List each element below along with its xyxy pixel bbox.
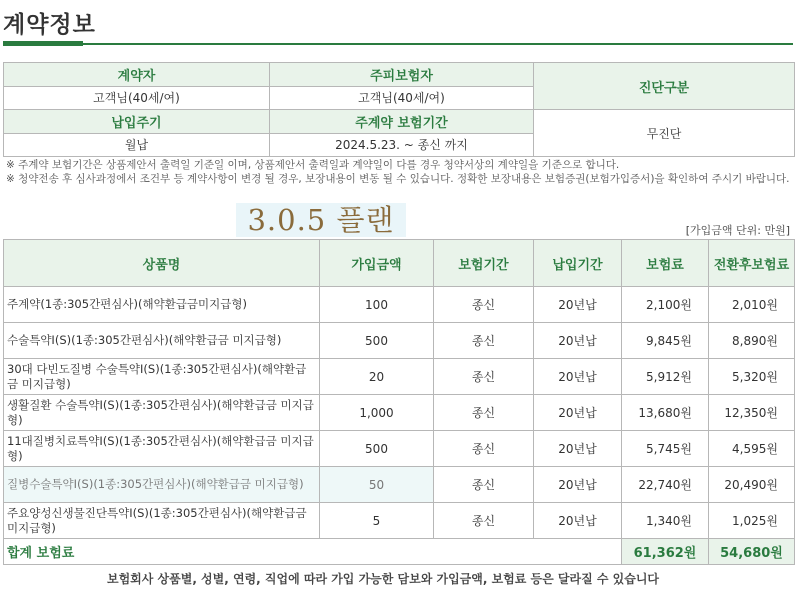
table-row bbox=[4, 359, 795, 395]
product-name: 수술특약Ⅰ(S)(1종:305간편심사)(해약환급금 미지급형) bbox=[4, 323, 320, 359]
table-row bbox=[4, 431, 795, 467]
product-pay-period: 20년납 bbox=[534, 359, 622, 395]
product-amount: 500 bbox=[320, 323, 434, 359]
table-row bbox=[4, 395, 795, 431]
total-row bbox=[4, 539, 795, 565]
product-pay-period: 20년납 bbox=[534, 395, 622, 431]
total-converted-premium: 54,680원 bbox=[709, 539, 795, 565]
product-pay-period: 20년납 bbox=[534, 431, 622, 467]
product-premium: 5,912원 bbox=[622, 359, 709, 395]
product-table bbox=[3, 239, 795, 565]
note-item: ※ 청약전송 후 심사과정에서 조건부 등 계약사항이 변경 될 경우, 보장내용이 변동 될 수 있습니다. 정확한 보장내용은 보험증권(보험가입증서)을 확인하여 주시기 바랍니다. bbox=[6, 173, 790, 185]
product-period: 종신 bbox=[434, 467, 534, 503]
table-row bbox=[4, 503, 795, 539]
page-title: 계약정보 bbox=[3, 12, 96, 38]
plan-label: 3.0.5 플랜 bbox=[236, 203, 406, 237]
product-name: 11대질병치료특약Ⅰ(S)(1종:305간편심사)(해약환급금 미지급형) bbox=[4, 431, 320, 467]
table-row bbox=[4, 467, 795, 503]
diagnosis-label: 진단구분 bbox=[534, 63, 795, 110]
total-label: 합계 보험료 bbox=[4, 539, 622, 565]
product-period: 종신 bbox=[434, 431, 534, 467]
disclaimer: 보험회사 상품별, 성별, 연령, 직업에 따라 가입 가능한 담보와 가입금액, 보험료 등은 달라질 수 있습니다 bbox=[107, 572, 659, 586]
insured-label: 주피보험자 bbox=[270, 63, 534, 87]
table-header-row bbox=[4, 240, 795, 287]
product-amount: 1,000 bbox=[320, 395, 434, 431]
product-name: 질병수술특약Ⅰ(S)(1종:305간편심사)(해약환급금 미지급형) bbox=[4, 467, 320, 503]
product-period: 종신 bbox=[434, 323, 534, 359]
product-amount: 100 bbox=[320, 287, 434, 323]
product-period: 종신 bbox=[434, 503, 534, 539]
product-premium: 9,845원 bbox=[622, 323, 709, 359]
diagnosis-value: 무진단 bbox=[534, 110, 795, 157]
header-product-name: 상품명 bbox=[4, 240, 320, 287]
product-converted: 12,350원 bbox=[709, 395, 795, 431]
product-pay-period: 20년납 bbox=[534, 467, 622, 503]
header-converted-premium: 전환후보험료 bbox=[709, 240, 795, 287]
title-divider-accent bbox=[3, 41, 83, 46]
product-period: 종신 bbox=[434, 287, 534, 323]
product-pay-period: 20년납 bbox=[534, 503, 622, 539]
table-row bbox=[4, 287, 795, 323]
product-name: 주계약(1종:305간편심사)(해약환급금미지급형) bbox=[4, 287, 320, 323]
header-amount: 가입금액 bbox=[320, 240, 434, 287]
product-converted: 5,320원 bbox=[709, 359, 795, 395]
contractor-label: 계약자 bbox=[4, 63, 270, 87]
payment-cycle-label: 납입주기 bbox=[4, 110, 270, 134]
product-premium: 22,740원 bbox=[622, 467, 709, 503]
insured-value: 고객님(40세/여) bbox=[270, 86, 534, 110]
product-pay-period: 20년납 bbox=[534, 323, 622, 359]
header-premium: 보험료 bbox=[622, 240, 709, 287]
product-premium: 1,340원 bbox=[622, 503, 709, 539]
notes bbox=[6, 158, 796, 186]
product-premium: 5,745원 bbox=[622, 431, 709, 467]
product-amount: 20 bbox=[320, 359, 434, 395]
main-period-value: 2024.5.23. ~ 종신 까지 bbox=[270, 133, 534, 157]
product-period: 종신 bbox=[434, 395, 534, 431]
product-name: 생활질환 수술특약Ⅰ(S)(1종:305간편심사)(해약환급금 미지급형) bbox=[4, 395, 320, 431]
product-name: 주요양성신생물진단특약Ⅰ(S)(1종:305간편심사)(해약환급금 미지급형) bbox=[4, 503, 320, 539]
product-converted: 20,490원 bbox=[709, 467, 795, 503]
header-pay-period: 납입기간 bbox=[534, 240, 622, 287]
product-converted: 1,025원 bbox=[709, 503, 795, 539]
product-converted: 2,010원 bbox=[709, 287, 795, 323]
note-item: ※ 주계약 보험기간은 상품제안서 출력일 기준일 이며, 상품제안서 출력일과 계약일이 다를 경우 청약서상의 계약일을 기준으로 합니다. bbox=[6, 159, 620, 171]
contractor-value: 고객님(40세/여) bbox=[4, 86, 270, 110]
total-premium: 61,362원 bbox=[622, 539, 709, 565]
unit-note: [가입금액 단위: 만원] bbox=[685, 224, 790, 237]
contract-info-table bbox=[3, 62, 795, 157]
main-period-label: 주계약 보험기간 bbox=[270, 110, 534, 134]
product-premium: 13,680원 bbox=[622, 395, 709, 431]
header-period: 보험기간 bbox=[434, 240, 534, 287]
title-divider bbox=[3, 43, 793, 45]
product-name: 30대 다빈도질병 수술특약Ⅰ(S)(1종:305간편심사)(해약환급금 미지급형) bbox=[4, 359, 320, 395]
product-amount: 50 bbox=[320, 467, 434, 503]
product-premium: 2,100원 bbox=[622, 287, 709, 323]
product-amount: 500 bbox=[320, 431, 434, 467]
payment-cycle-value: 월납 bbox=[4, 133, 270, 157]
product-converted: 4,595원 bbox=[709, 431, 795, 467]
product-pay-period: 20년납 bbox=[534, 287, 622, 323]
table-row bbox=[4, 323, 795, 359]
product-converted: 8,890원 bbox=[709, 323, 795, 359]
product-period: 종신 bbox=[434, 359, 534, 395]
product-amount: 5 bbox=[320, 503, 434, 539]
